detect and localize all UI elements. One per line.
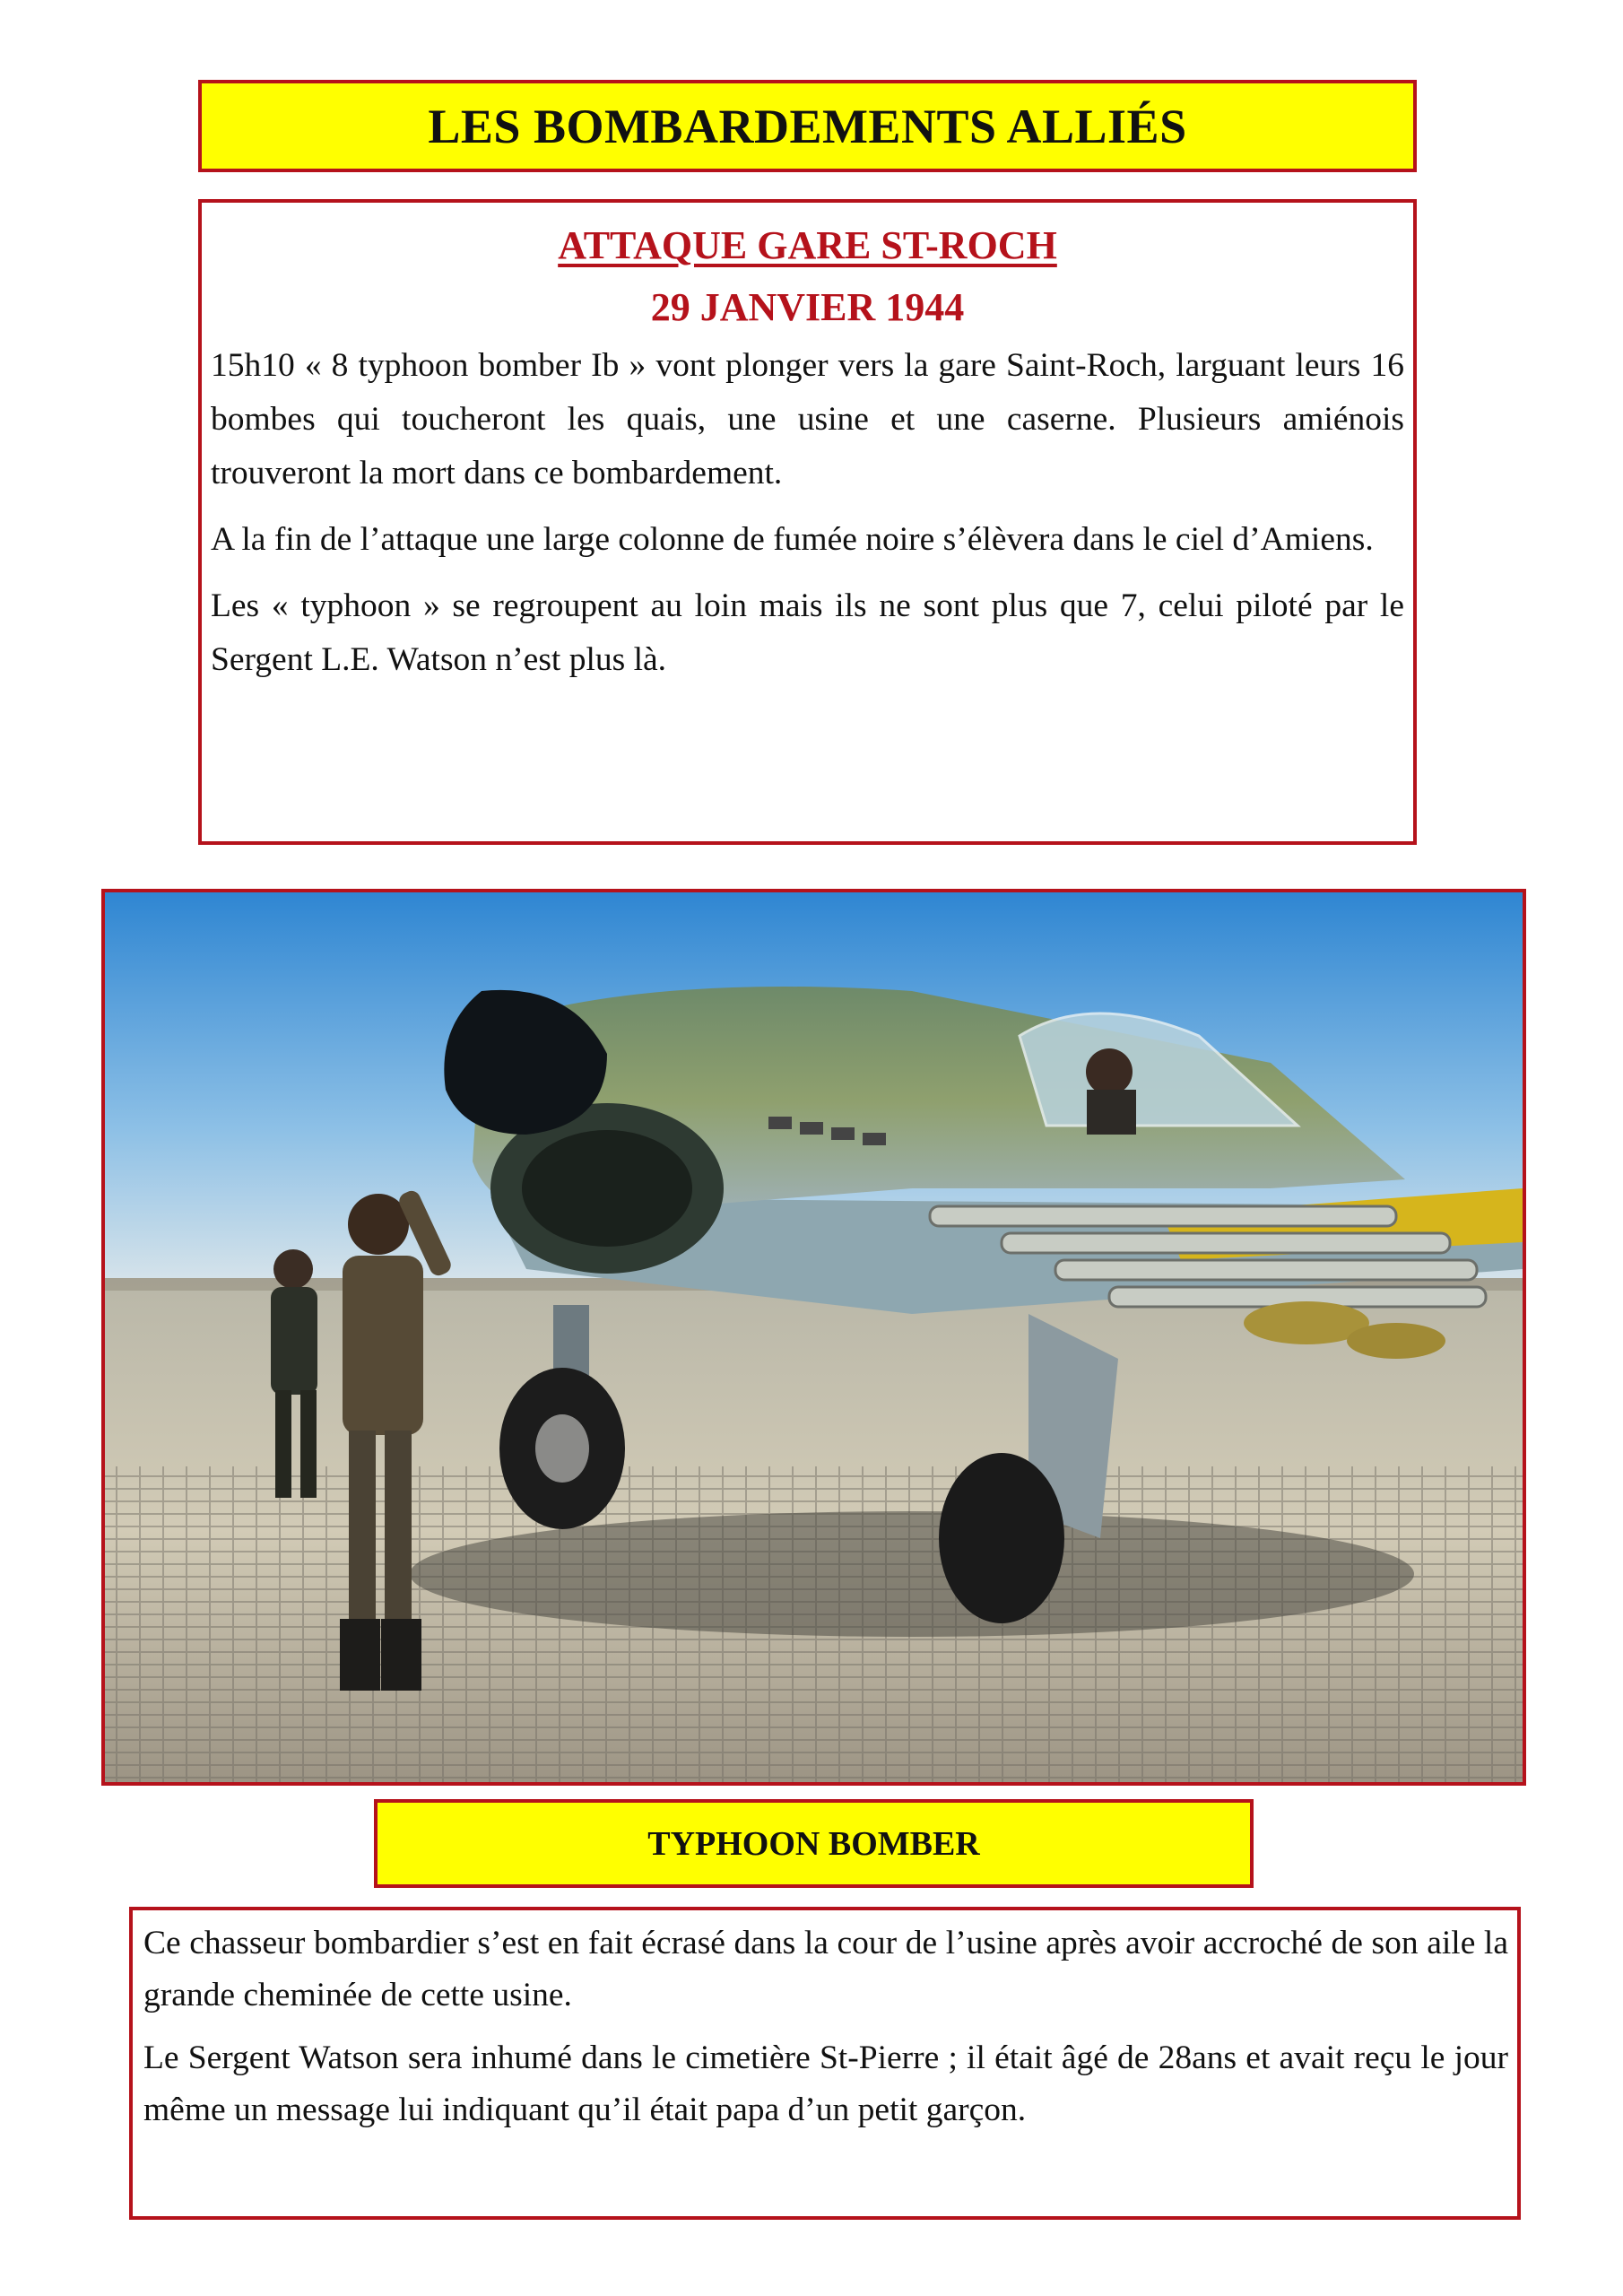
- attack-text-box: [198, 199, 1417, 845]
- info-paragraph: Ce chasseur bombardier s’est en fait écrasé dans la cour de l’usine après avoir accroché de son aile la grande cheminée de cette usine.: [143, 1925, 1508, 2013]
- attack-paragraph: A la fin de l’attaque une large colonne de fumée noire s’élèvera dans le ciel d’Amiens.: [211, 521, 1374, 558]
- typhoon-photo: [101, 889, 1526, 1786]
- page-title: LES BOMBARDEMENTS ALLIÉS: [428, 99, 1187, 153]
- photo-caption: TYPHOON BOMBER: [647, 1824, 980, 1863]
- attack-paragraph: Les « typhoon » se regroupent au loin mais ils ne sont plus que 7, celui piloté par le Sergent L.E. Watson n’est plus là.: [211, 587, 1404, 678]
- info-paragraph: Le Sergent Watson sera inhumé dans le cimetière St-Pierre ; il était âgé de 28ans et avait reçu le jour même un message lui indiquant qu’il était papa d’un petit garçon.: [143, 2039, 1508, 2128]
- photo-caption-banner: [374, 1799, 1254, 1888]
- info-text-box: [129, 1907, 1521, 2220]
- attack-paragraph: 15h10 « 8 typhoon bomber Ib » vont plonger vers la gare Saint-Roch, larguant leurs 16 bombes qui toucheront les quais, une usine et une caserne. Plusieurs amiénois trouveront la mort dans ce bombardement.: [211, 347, 1404, 491]
- attack-heading: ATTAQUE GARE ST-ROCH: [558, 223, 1057, 267]
- typhoon-aircraft-photo-icon: [105, 892, 1523, 1782]
- attack-date: 29 JANVIER 1944: [650, 285, 965, 329]
- page-title-banner: [198, 80, 1417, 172]
